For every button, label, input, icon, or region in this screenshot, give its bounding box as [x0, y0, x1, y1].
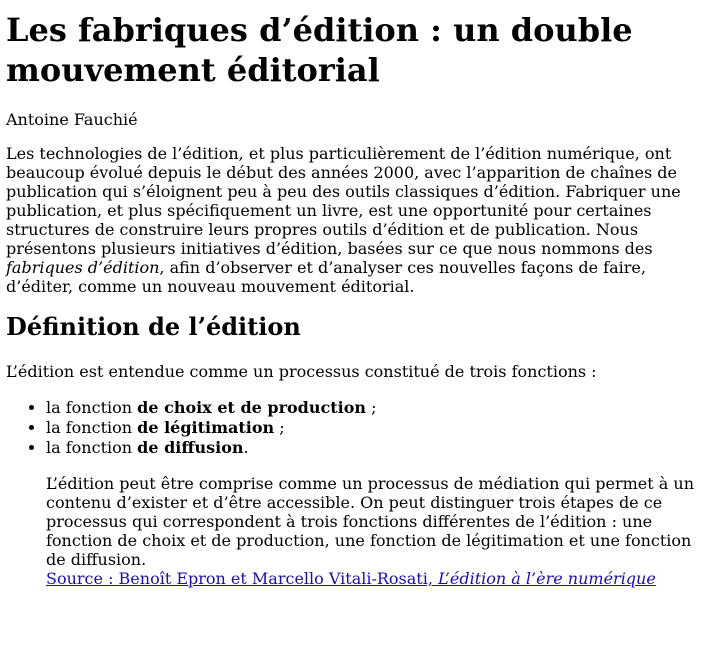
- list-item-prefix: la fonction: [46, 398, 138, 417]
- section-intro: L’édition est entendue comme un processus constitué de trois fonctions :: [6, 362, 597, 381]
- source-link-title: L’édition à l’ère numérique: [438, 569, 656, 588]
- function-list: [6, 398, 698, 458]
- list-item: [46, 418, 698, 438]
- blockquote: [46, 474, 698, 588]
- list-item-prefix: la fonction: [46, 418, 138, 437]
- author-name: Antoine Fauchié: [6, 110, 138, 129]
- list-item-suffix: ;: [274, 418, 285, 437]
- list-item-suffix: ;: [366, 398, 377, 417]
- list-item-prefix: la fonction: [46, 438, 138, 457]
- abstract-text-start: Les technologies de l’édition, et plus particulièrement de l’édition numérique, ont beaucoup évolué depuis le début des années 2000, avec l’apparition de chaînes de publication qui s’éloignent peu à peu des outils classiques d’édition. Fabriquer une publication, et plus spécifiquement un livre, est une opportunité pour certaines structures de construire leurs propres outils d’édition et de publication. Nous présentons plusieurs initiatives d’édition, basées sur ce que nous nommons des: [6, 144, 681, 258]
- source-link[interactable]: [46, 569, 656, 588]
- abstract-paragraph: [6, 144, 698, 296]
- list-item-suffix: .: [243, 438, 249, 457]
- page-title: Les fabriques d’édition : un double mouvement éditorial: [6, 11, 633, 89]
- quote-text: L’édition peut être comprise comme un processus de médiation qui permet à un contenu d’exister et d’être accessible. On peut distinguer trois étapes de ce processus qui correspondent à trois fonctions différentes de l’édition : une fonction de choix et de production, une fonction de légitimation et une fonction de diffusion.: [46, 474, 695, 569]
- list-item: [46, 438, 698, 458]
- section-heading: Définition de l’édition: [6, 312, 301, 341]
- abstract-emphasis: fabriques d’édition: [6, 258, 160, 277]
- source-link-prefix: Source : Benoît Epron et Marcello Vitali-Rosati,: [46, 569, 439, 588]
- list-item-strong: de choix et de production: [137, 398, 367, 417]
- abstract-text-end: , afin d’observer et d’analyser ces nouvelles façons de faire, d’éditer, comme un nouveau mouvement éditorial.: [6, 258, 646, 296]
- list-item-strong: de légitimation: [137, 418, 275, 437]
- list-item-strong: de diffusion: [137, 438, 244, 457]
- list-item: [46, 398, 698, 418]
